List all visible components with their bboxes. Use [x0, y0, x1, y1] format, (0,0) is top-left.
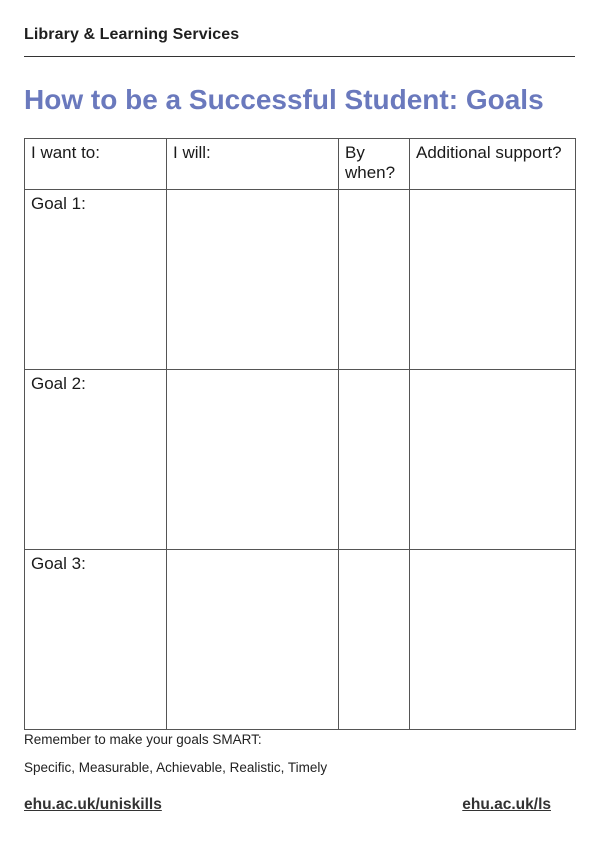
table-row	[25, 370, 576, 550]
table-row	[25, 190, 576, 370]
page-title: How to be a Successful Student: Goals	[24, 84, 544, 115]
department-name: Library & Learning Services	[24, 26, 240, 43]
column-header-support: Additional support?	[410, 139, 576, 190]
goal-label: Goal 2:	[25, 370, 167, 550]
goal-by-when-cell[interactable]	[339, 190, 410, 370]
table-row	[25, 550, 576, 730]
column-header-by-when: By when?	[339, 139, 410, 190]
uniskills-link[interactable]: ehu.ac.uk/uniskills	[24, 796, 162, 813]
goal-label: Goal 1:	[25, 190, 167, 370]
goal-will-cell[interactable]	[167, 370, 339, 550]
goal-label: Goal 3:	[25, 550, 167, 730]
goal-support-cell[interactable]	[410, 370, 576, 550]
library-services-link[interactable]: ehu.ac.uk/ls	[462, 796, 551, 813]
smart-definition: Specific, Measurable, Achievable, Realistic, Timely	[24, 760, 328, 775]
column-header-want: I want to:	[25, 139, 167, 190]
goal-will-cell[interactable]	[167, 550, 339, 730]
goal-will-cell[interactable]	[167, 190, 339, 370]
goal-support-cell[interactable]	[410, 550, 576, 730]
goal-by-when-cell[interactable]	[339, 370, 410, 550]
goals-table	[24, 138, 576, 730]
header-divider	[24, 56, 575, 57]
goal-support-cell[interactable]	[410, 190, 576, 370]
smart-reminder: Remember to make your goals SMART:	[24, 732, 262, 747]
goal-by-when-cell[interactable]	[339, 550, 410, 730]
column-header-will: I will:	[167, 139, 339, 190]
table-header-row	[25, 139, 576, 190]
